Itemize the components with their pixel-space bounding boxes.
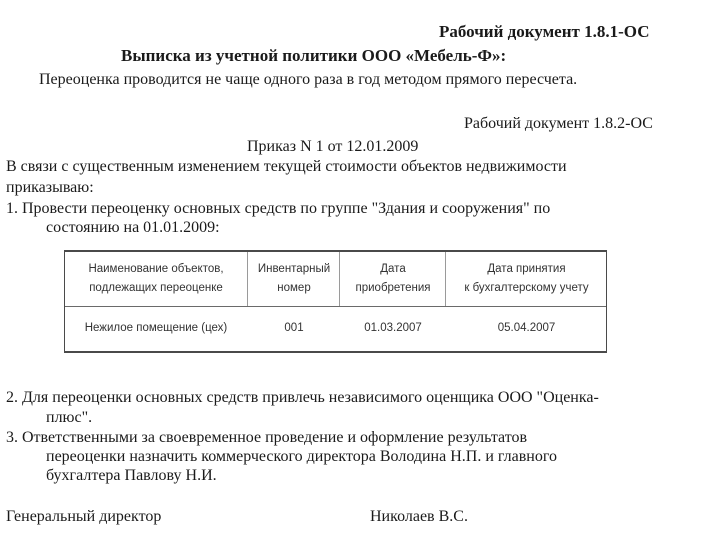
- cell-acquisition-date: 01.03.2007: [364, 321, 422, 334]
- intro-line-2: приказываю:: [6, 179, 94, 196]
- intro-line-1: В связи с существенным изменением текущей стоимости объектов недвижимости: [6, 158, 567, 175]
- item-2-line-1: 2. Для переоценки основных средств привлечь независимого оценщика ООО "Оценка-: [6, 389, 599, 406]
- revaluation-table: [64, 250, 607, 353]
- item-3-line-2: переоценки назначить коммерческого директора Володина Н.П. и главного: [46, 448, 558, 465]
- header-acceptance-date: Дата принятия к бухгалтерскому учету: [445, 252, 607, 306]
- signature-name: Николаев В.С.: [370, 508, 468, 525]
- item-3-line-3: бухгалтера Павлову Н.И.: [46, 467, 217, 484]
- item-1-line-1: 1. Провести переоценку основных средств по группе "Здания и сооружения" по: [6, 200, 551, 217]
- item-3-line-1: 3. Ответственными за своевременное проведение и оформление результатов: [6, 429, 528, 446]
- doc1-title: Выписка из учетной политики ООО «Мебель-Ф»:: [121, 46, 507, 65]
- cell-inventory-number: 001: [284, 321, 304, 334]
- cell-acceptance-date: 05.04.2007: [497, 321, 556, 334]
- item-1-line-2: состоянию на 01.01.2009:: [46, 219, 220, 236]
- header-object-name: Наименование объектов, подлежащих переоценке: [88, 263, 224, 294]
- order-title: Приказ N 1 от 12.01.2009: [247, 138, 419, 155]
- doc1-label: Рабочий документ 1.8.1-ОС: [439, 22, 650, 41]
- item-2-line-2: плюс".: [46, 409, 93, 426]
- table-row: [65, 307, 606, 349]
- header-inventory-number: Инвентарный номер: [247, 252, 340, 306]
- doc1-text: Переоценка проводится не чаще одного раза в год методом прямого пересчета.: [39, 71, 578, 88]
- signature-role: Генеральный директор: [6, 508, 162, 525]
- cell-object-name: Нежилое помещение (цех): [84, 321, 228, 334]
- header-acquisition-date: Дата приобретения: [339, 252, 446, 306]
- table-header-row: [65, 252, 606, 307]
- doc2-label: Рабочий документ 1.8.2-ОС: [464, 115, 653, 132]
